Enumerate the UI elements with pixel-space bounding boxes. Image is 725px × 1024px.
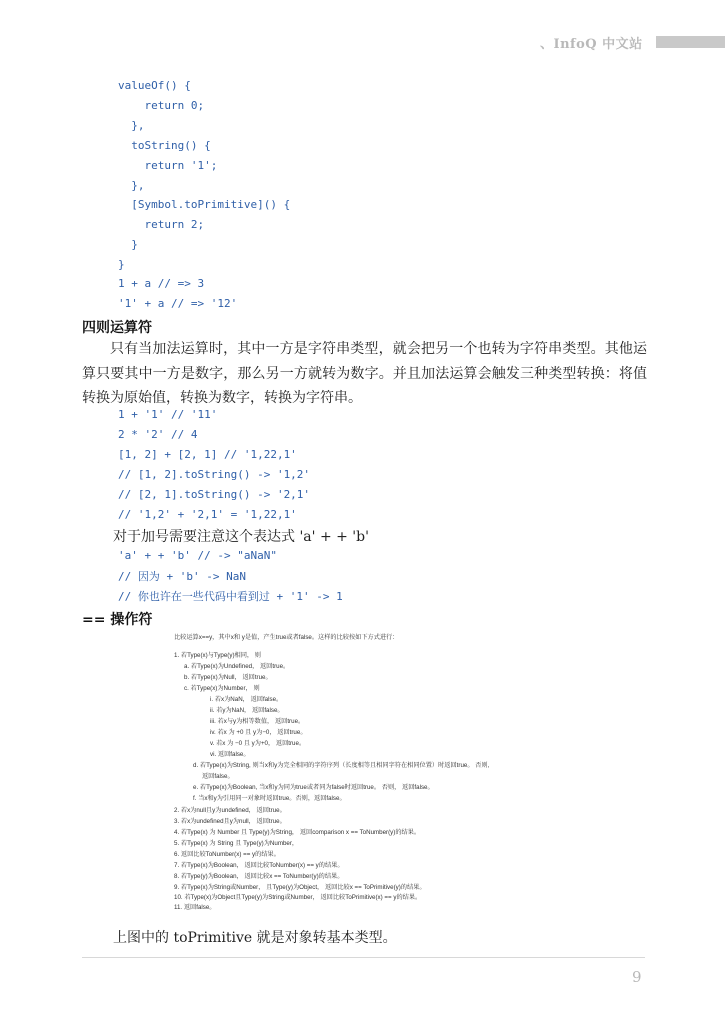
figure-line: 5. 若Type(x) 为 String 且 Type(y)为Number， xyxy=(174,840,299,847)
code-line: return 2; xyxy=(118,218,205,231)
code-line: valueOf() { xyxy=(118,79,191,92)
code-line: 2 * '2' // 4 xyxy=(118,428,198,441)
figure-line: 8. 若Type(y)为Boolean， 返回比较x == ToNumber(y)的结果。 xyxy=(174,873,344,880)
figure-line: ii. 若y为NaN， 返回false。 xyxy=(210,707,284,714)
code-line: 1 + a // => 3 xyxy=(118,277,205,290)
code-line: } xyxy=(118,238,138,251)
figure-line: 7. 若Type(x)为Boolean， 返回比较ToNumber(x) == y的结果。 xyxy=(174,862,344,869)
figure-line: d. 若Type(x)为String, 则当x和y为完全相同的字符序列（长度相等且相同字符在相同位置）时返回true。 否则, xyxy=(193,762,490,769)
figure-line: 3. 若x为undefined且y为null， 返回true。 xyxy=(174,818,286,825)
code-line: // [1, 2].toString() -> '1,2' xyxy=(118,468,311,481)
figure-line: v. 若x 为 −0 且 y为+0， 返回true。 xyxy=(210,740,306,747)
code-line: // 你也许在一些代码中看到过 + '1' -> 1 xyxy=(118,590,343,603)
code-line: 1 + '1' // '11' xyxy=(118,408,218,421)
header-bar xyxy=(656,36,725,48)
figure-line: iii. 若x与y为相等数值， 返回true。 xyxy=(210,718,305,725)
header-brand: 、InfoQ 中文站 xyxy=(540,37,643,52)
code-line: '1' + a // => '12' xyxy=(118,297,238,310)
code-line: toString() { xyxy=(118,139,211,152)
figure-line: 比较运算x==y，其中x和 y是值，产生true或者false。这样的比较按如下方式进行： xyxy=(174,634,399,641)
figure-line: a. 若Type(x)为Undefined， 返回true。 xyxy=(184,663,290,670)
equality-algorithm-figure xyxy=(165,628,585,911)
figure-line: iv. 若x 为 +0 且 y为−0， 返回true。 xyxy=(210,729,307,736)
figure-line: f. 当x和y为引用同一对象时返回true。否则，返回false。 xyxy=(193,795,346,802)
figure-line: b. 若Type(x)为Null， 返回true。 xyxy=(184,674,272,681)
figure-line: i. 若x为NaN， 返回false。 xyxy=(210,696,283,703)
figure-line: 1. 若Type(x)与Type(y)相同， 则 xyxy=(174,652,261,659)
figure-line: 2. 若x为null且y为undefined， 返回true。 xyxy=(174,807,286,814)
code-line: [Symbol.toPrimitive]() { xyxy=(118,198,291,211)
figure-line: 6. 返回比较ToNumber(x) == y的结果。 xyxy=(174,851,280,858)
section-heading-eq: == 操作符 xyxy=(82,612,153,628)
code-line: return 0; xyxy=(118,99,205,112)
footer-rule xyxy=(82,957,645,958)
paragraph-arith: 只有当加法运算时，其中一方是字符串类型，就会把另一个也转为字符串类型。其他运算只要其中一方是数字，那么另一方就转为数字。并且加法运算会触发三种类型转换：将值转换为原始值，转换为数字，转换为字符串。 xyxy=(82,341,647,406)
figure-caption: 上图中的 toPrimitive 就是对象转基本类型。 xyxy=(113,930,397,946)
section-heading-arith: 四则运算符 xyxy=(82,320,152,336)
code-line: // '1,2' + '2,1' = '1,22,1' xyxy=(118,508,297,521)
figure-line: 10. 若Type(x)为Object且Type(y)为String或Number， 返回比较ToPrimitive(x) == y的结果。 xyxy=(174,894,422,901)
code-line: } xyxy=(118,258,125,271)
figure-line: c. 若Type(x)为Number， 则 xyxy=(184,685,260,692)
code-line: 'a' + + 'b' // -> "aNaN" xyxy=(118,549,277,562)
code-line: [1, 2] + [2, 1] // '1,22,1' xyxy=(118,448,297,461)
code-line: return '1'; xyxy=(118,159,218,172)
figure-line: 返回false。 xyxy=(202,773,234,780)
figure-line: 11. 返回false。 xyxy=(174,904,216,911)
code-line: // [2, 1].toString() -> '2,1' xyxy=(118,488,311,501)
code-line: }, xyxy=(118,119,145,132)
figure-line: e. 若Type(x)为Boolean, 当x和y为同为true或者同为false时返回true。 否则， 返回false。 xyxy=(193,784,434,791)
figure-line: vi. 返回false。 xyxy=(210,751,250,758)
code-line: // 因为 + 'b' -> NaN xyxy=(118,570,246,583)
code-line: }, xyxy=(118,179,145,192)
page-number: 9 xyxy=(632,968,642,986)
note-plus: 对于加号需要注意这个表达式 'a' + + 'b' xyxy=(113,529,369,545)
figure-line: 4. 若Type(x) 为 Number 且 Type(y)为String， 返回comparison x == ToNumber(y)的结果。 xyxy=(174,829,421,836)
figure-line: 9. 若Type(x)为String或Number， 且Type(y)为Object， 返回比较x == ToPrimitive(y)的结果。 xyxy=(174,884,426,891)
